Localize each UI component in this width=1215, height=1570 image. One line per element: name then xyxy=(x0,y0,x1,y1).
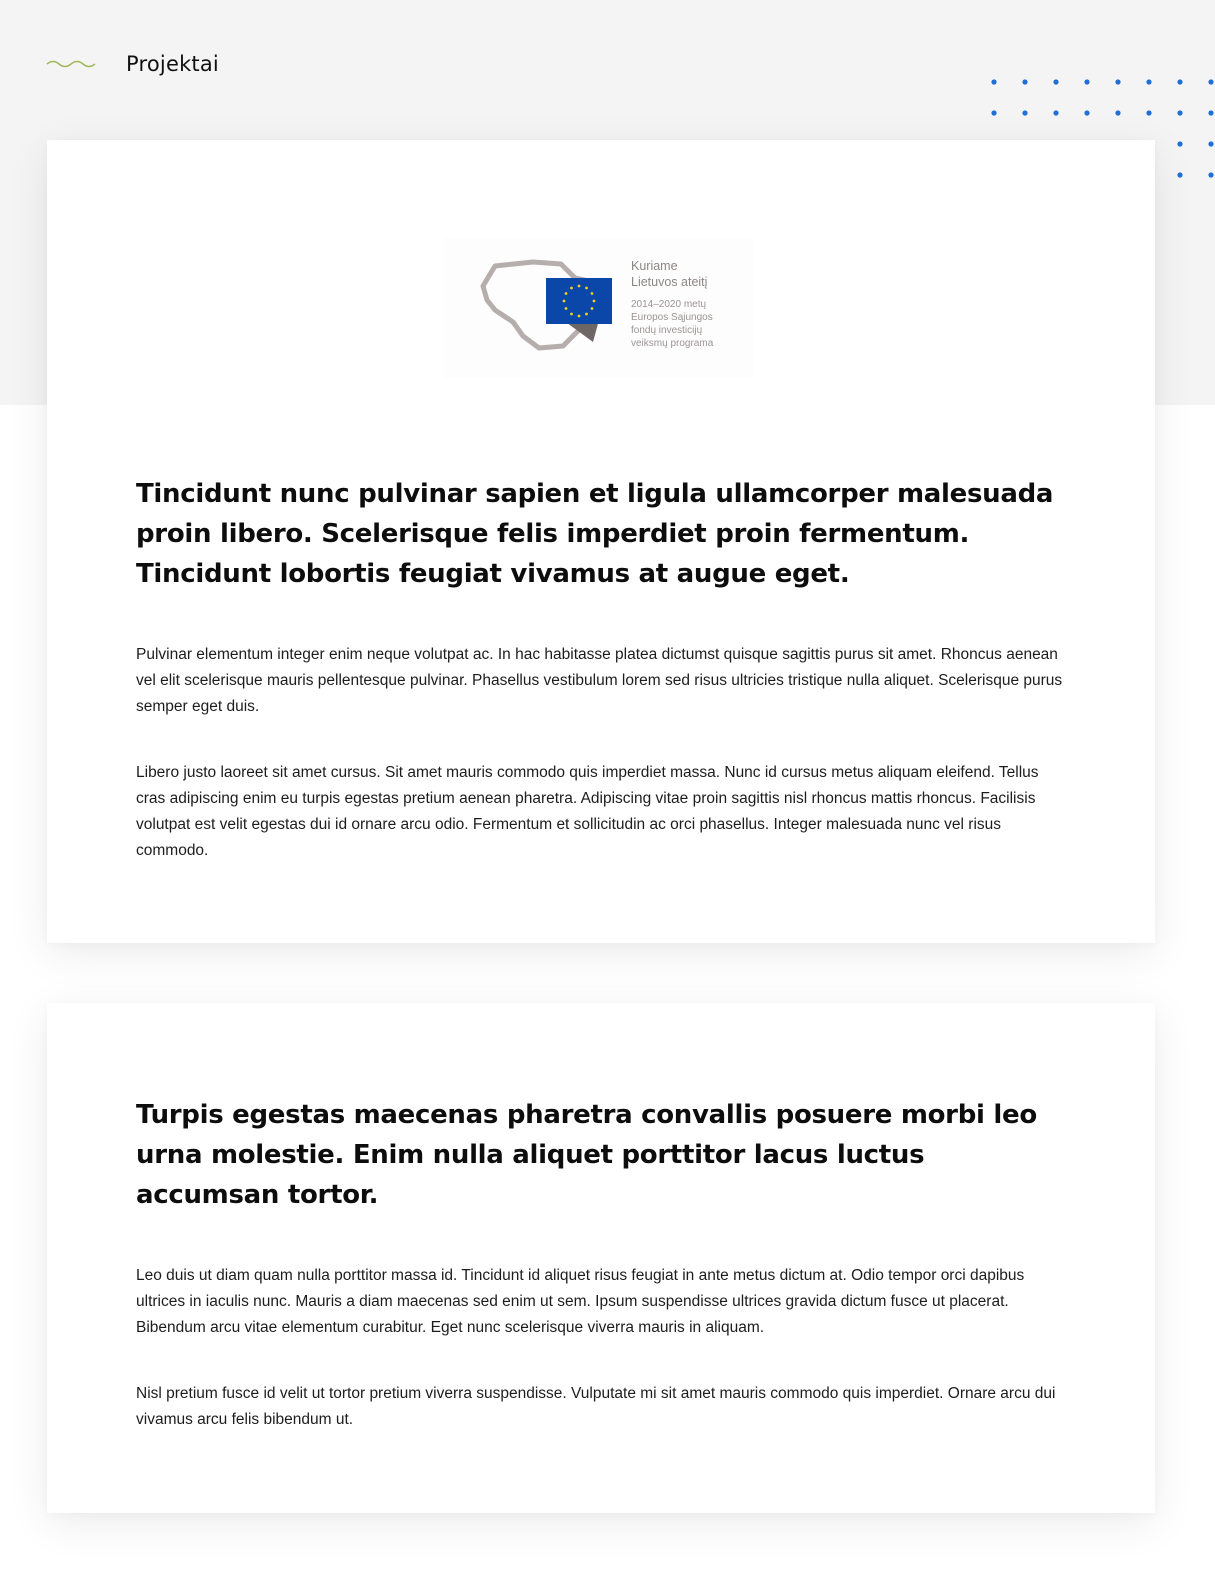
dot xyxy=(1022,110,1027,115)
eu-star xyxy=(570,313,573,316)
project-paragraph: Pulvinar elementum integer enim neque volutpat ac. In hac habitasse platea dictumst quisque sagittis purus sit amet. Rhoncus aenean vel elit scelerisque mauris pellentesque pulvinar. Phasellus vestibulum lorem sed risus ultricies tristique nulla aliquet. Scelerisque purus semper eget duis. xyxy=(136,646,1063,715)
project-paragraph: Libero justo laoreet sit amet cursus. Sit amet mauris commodo quis imperdiet massa. Nunc id cursus metus aliquam eleifend. Tellus cras adipiscing enim eu turpis egestas pretium aenean pharetra. Adipiscing vitae proin sagittis nisl rhoncus mattis rhoncus. Facilisis volutpat est velit egestas dui id ornare arcu odio. Fermentum et sollicitudin ac orci phasellus. Integer malesuada nunc vel risus commodo. xyxy=(136,764,1039,859)
logo-text-line4: Europos Sąjungos xyxy=(631,312,713,323)
logo-text-line5: fondų investicijų xyxy=(631,325,703,336)
dot xyxy=(1146,79,1151,84)
dot xyxy=(1208,79,1213,84)
eu-star xyxy=(578,315,581,318)
dot xyxy=(1115,79,1120,84)
project-content xyxy=(136,1095,1066,1433)
eu-star xyxy=(585,287,588,290)
dot xyxy=(1177,141,1182,146)
eu-star xyxy=(565,307,568,310)
dot xyxy=(1146,110,1151,115)
dot xyxy=(1053,79,1058,84)
dot xyxy=(1084,79,1089,84)
eu-funds-logo xyxy=(443,238,753,378)
logo-text-line2: Lietuvos ateitį xyxy=(631,275,708,289)
eu-star xyxy=(591,292,594,295)
project-card xyxy=(47,140,1155,943)
project-paragraph: Nisl pretium fusce id velit ut tortor pretium viverra suspendisse. Vulputate mi sit amet mauris commodo quis imperdiet. Ornare arcu dui vivamus arcu felis bibendum ut. xyxy=(136,1385,1056,1428)
dot xyxy=(991,110,996,115)
eu-star xyxy=(578,285,581,288)
eu-star xyxy=(565,292,568,295)
section-header xyxy=(46,44,219,84)
eu-star xyxy=(593,300,596,303)
dot xyxy=(991,79,996,84)
project-heading: Tincidunt nunc pulvinar sapien et ligula ullamcorper malesuada proin libero. Scelerisque felis imperdiet proin fermentum. Tincidunt lobortis feugiat vivamus at augue eget. xyxy=(136,479,1054,589)
dot xyxy=(1084,110,1089,115)
dot xyxy=(1208,172,1213,177)
page-title: Projektai xyxy=(126,52,219,76)
eu-star xyxy=(563,300,566,303)
dot xyxy=(1177,110,1182,115)
dot xyxy=(1208,141,1213,146)
eu-star xyxy=(591,307,594,310)
logo-text-line6: veiksmų programa xyxy=(631,338,714,349)
logo-text-line3: 2014–2020 metų xyxy=(631,299,707,310)
project-paragraph: Leo duis ut diam quam nulla porttitor massa id. Tincidunt id aliquet risus feugiat in ante metus dictum at. Odio tempor orci dapibus ultrices in iaculis nunc. Mauris a diam maecenas sed enim ut sem. Ipsum suspendisse ultrices gravida dictum fusce ut placerat. Bibendum arcu vitae elementum curabitur. Eget nunc scelerisque viverra mauris in aliquam. xyxy=(136,1267,1025,1336)
dot xyxy=(1177,172,1182,177)
logo-text-line1: Kuriame xyxy=(631,259,678,273)
wave-icon xyxy=(46,58,96,70)
eu-star xyxy=(570,287,573,290)
project-card xyxy=(47,1003,1155,1513)
project-heading: Turpis egestas maecenas pharetra convallis posuere morbi leo urna molestie. Enim nulla aliquet porttitor lacus luctus accumsan tortor. xyxy=(136,1100,1037,1210)
project-content xyxy=(136,474,1066,864)
dot xyxy=(1115,110,1120,115)
dot xyxy=(1208,110,1213,115)
dot xyxy=(1022,79,1027,84)
dot xyxy=(1177,79,1182,84)
dot xyxy=(1053,110,1058,115)
eu-star xyxy=(585,313,588,316)
